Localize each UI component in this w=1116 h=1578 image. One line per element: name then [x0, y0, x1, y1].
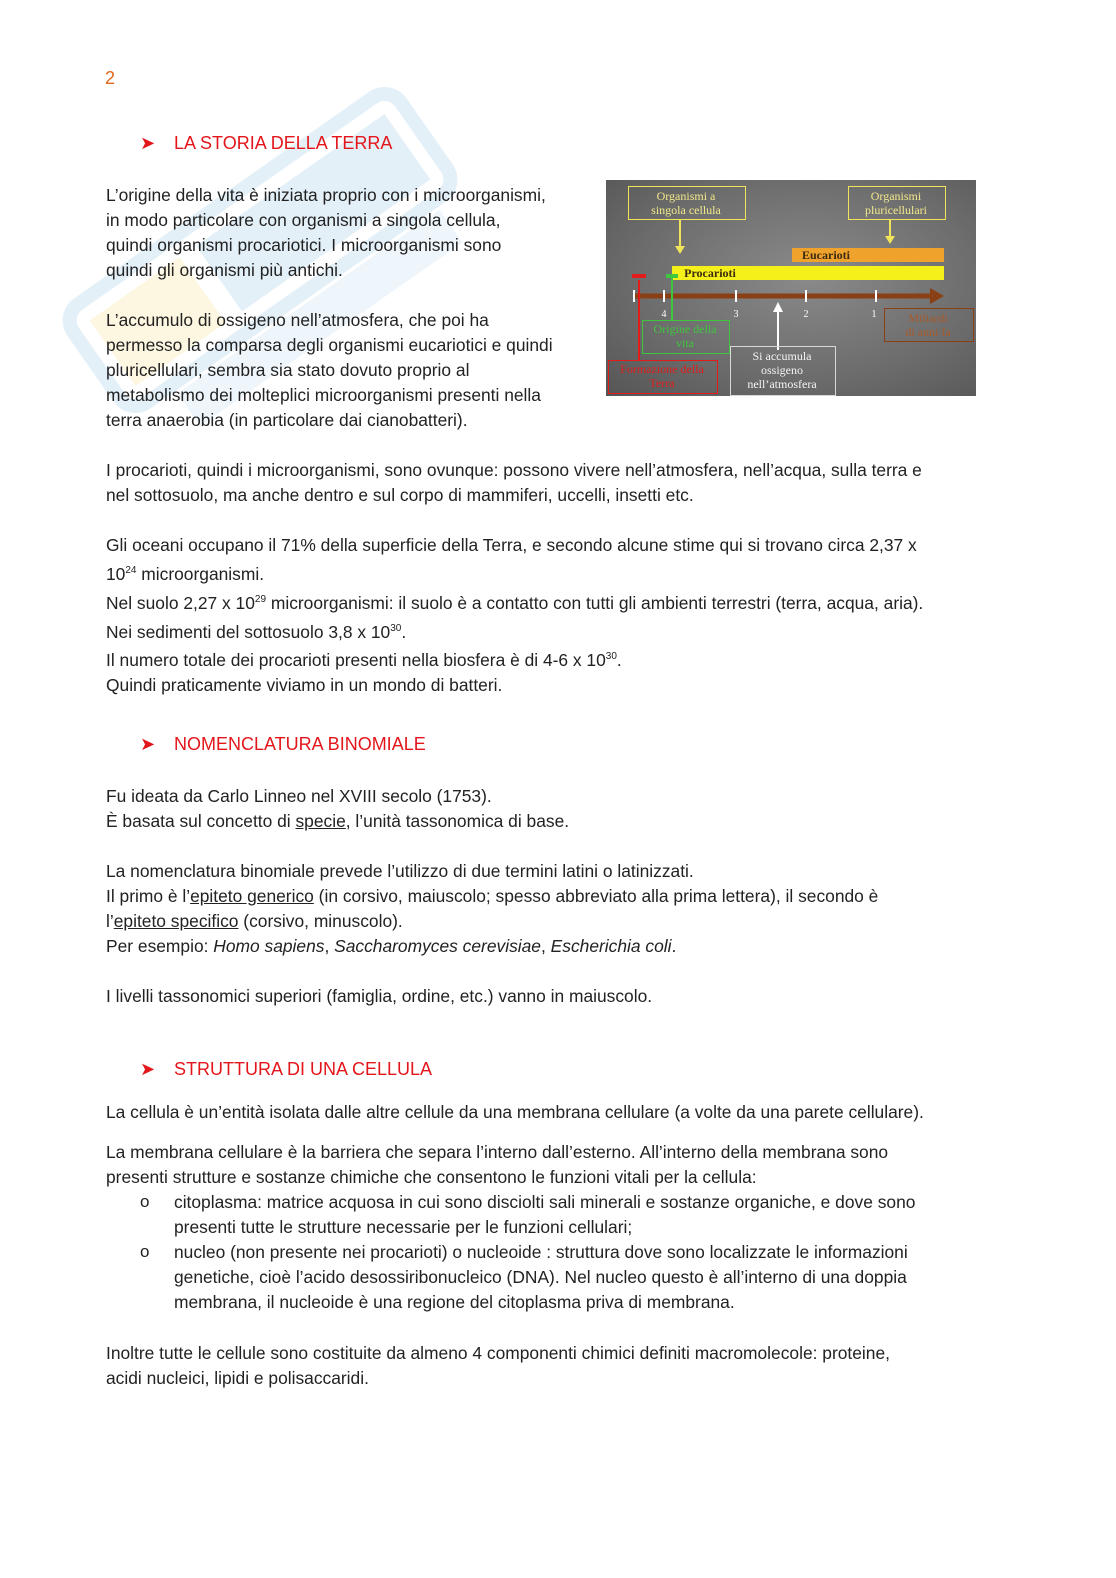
tick-label-3: 3 [733, 309, 739, 320]
label-formazione-terra: Formazione della Terra [620, 362, 704, 390]
label-ossigeno: Si accumula ossigeno nell’atmosfera [747, 349, 817, 391]
label-origine-vita: Origine della vita [653, 322, 717, 350]
paragraph-livelli: I livelli tassonomici superiori (famiglia, ordine, etc.) vanno in maiuscolo. [106, 986, 653, 1006]
list-item-nucleo: nucleo (non presente nei procarioti) o nucleoide : struttura dove sono localizzate le informazioni genetiche, cioè l’acido desossiribonucleico (DNA). Nel nucleo questo è all’interno di una doppia membrana, il nucleoide è una regione del citoplasma priva di membrana. [174, 1242, 908, 1312]
section-heading-nomenclatura: ➤ NOMENCLATURA BINOMIALE [140, 734, 426, 754]
label-procarioti: Procarioti [684, 266, 736, 280]
paragraph-origine: L’origine della vita è iniziata proprio con i microorganismi, in modo particolare con organismi a singola cellula, quindi organismi procariotici. I microorganismi sono quindi gli organismi più antichi. [106, 185, 546, 280]
paragraph-membrana: La membrana cellulare è la barriera che separa l’interno dall’esterno. All’interno della membrana sono presenti strutture e sostanze chimiche che consentono le funzioni vitali per la cellula: [106, 1142, 889, 1187]
paragraph-macromolecole: Inoltre tutte le cellule sono costituite da almeno 4 componenti chimici definiti macromolecole: proteine, acidi nucleici, lipidi e polisaccaridi. [106, 1343, 890, 1388]
paragraph-stime: Gli oceani occupano il 71% della superficie della Terra, e secondo alcune stime qui si trovano circa 2,37 x $10^{24}$ microorganismi. Nel suolo 2,27 x $10^{29}$ microorganismi: il suolo è a contatto con tutti gli ambienti terrestri (terra, acqua, aria). Nei sedimenti del sottosuolo 3,8 x $10^{30}$. Il numero totale dei procarioti presenti nella biosfera è di 4-6 x $10^{30}$. Quindi praticamente viviamo in un mondo di batteri. [106, 535, 924, 696]
tick-label-1: 1 [871, 309, 877, 320]
paragraph-cellula: La cellula è un’entità isolata dalle altre cellule da una membrana cellulare (a volte da una parete cellulare). [106, 1102, 924, 1122]
label-units: Miliardi di anni fa [905, 311, 951, 339]
list-item-citoplasma: citoplasma: matrice acquosa in cui sono disciolti sali minerali e sostanze organiche, e dove sono presenti tutte le strutture necessarie per le funzioni cellulari; [174, 1192, 916, 1237]
arrow-bullet-icon: ➤ [140, 1059, 156, 1079]
section-heading-struttura: ➤ STRUTTURA DI UNA CELLULA [140, 1059, 433, 1079]
arrow-bullet-icon: ➤ [140, 133, 156, 153]
paragraph-linneo: Fu ideata da Carlo Linneo nel XVIII secolo (1753). È basata sul concetto di specie, l’unità tassonomica di base. [106, 786, 570, 831]
paragraph-binomiale: La nomenclatura binomiale prevede l’utilizzo di due termini latini o latinizzati. Il primo è l’epiteto generico (in corsivo, maiuscolo; spesso abbreviato alla prima lettera), il secondo è l’epiteto specifico (corsivo, minuscolo). Per esempio: Homo sapiens, Saccharomyces cerevisiae, Escherichia coli. [106, 861, 879, 956]
label-eucarioti: Eucarioti [802, 248, 850, 262]
paragraph-procarioti-ovunque: I procarioti, quindi i microorganismi, sono ovunque: possono vivere nell’atmosfera, nell’acqua, sulla terra e nel sottosuolo, ma anche dentro e sul corpo di mammiferi, uccelli, insetti etc. [106, 460, 922, 505]
tick-label-4: 4 [661, 309, 667, 320]
page-number: 2 [105, 68, 116, 88]
paragraph-ossigeno: L’accumulo di ossigeno nell’atmosfera, che poi ha permesso la comparsa degli organismi eucariotici e quindi pluricellulari, sembra sia stato dovuto proprio al metabolismo dei molteplici microorganismi presenti nella terra anaerobia (in particolare dai cianobatteri). [106, 310, 553, 430]
tick-label-2: 2 [803, 309, 809, 320]
bullet-marker: o [140, 1242, 150, 1261]
label-single-cell: Organismi a singola cellula [651, 189, 721, 217]
label-multicellular: Organismi pluricellulari [865, 189, 927, 217]
arrow-bullet-icon: ➤ [140, 734, 156, 754]
section-heading-storia: ➤ LA STORIA DELLA TERRA [140, 133, 393, 153]
timeline-figure [606, 180, 976, 396]
bullet-marker: o [140, 1192, 150, 1211]
